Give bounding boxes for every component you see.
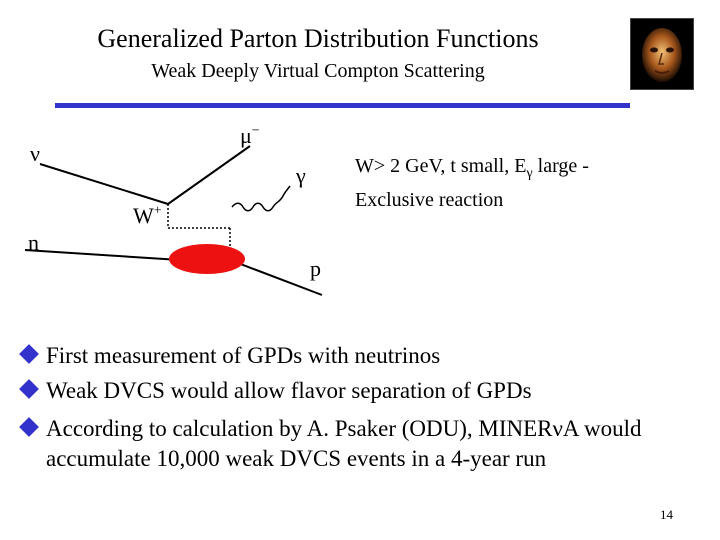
diamond-bullet-icon	[19, 344, 39, 364]
w-boson-symbol: W	[133, 203, 154, 228]
neutron-line	[25, 250, 180, 260]
slide-title: Generalized Parton Distribution Functions	[97, 24, 539, 53]
note-line1-suffix: large -	[532, 155, 589, 177]
hadron-blob	[169, 244, 245, 274]
neutron-label: n	[28, 230, 39, 255]
proton-label: p	[310, 256, 321, 281]
muon-line	[168, 146, 250, 204]
feynman-diagram	[0, 110, 360, 305]
title-divider	[55, 103, 630, 108]
photon-label: γ	[296, 163, 306, 188]
face-photo-logo	[630, 18, 694, 90]
bullet-text: First measurement of GPDs with neutrinos	[46, 343, 441, 368]
kinematics-note	[355, 153, 589, 213]
bullet-text: Weak DVCS would allow flavor separation of GPDs	[46, 378, 532, 403]
proton-line	[230, 260, 322, 295]
bullet-item	[20, 376, 710, 406]
bullet-item	[20, 414, 710, 474]
diamond-bullet-icon	[19, 379, 39, 399]
w-boson-label	[133, 203, 162, 229]
neutrino-line	[40, 164, 168, 204]
note-line1-subscript: γ	[526, 166, 533, 181]
photon-wavy-line	[232, 186, 290, 211]
diamond-bullet-icon	[19, 417, 39, 437]
muon-charge: −	[251, 123, 260, 139]
muon-symbol: μ	[240, 123, 252, 148]
face-logo-icon	[631, 19, 693, 89]
note-line1-prefix: W> 2 GeV, t small, E	[355, 155, 527, 177]
kinematics-note-line2: Exclusive reaction	[355, 189, 504, 211]
muon-label	[240, 123, 260, 149]
w-boson-charge: +	[153, 203, 162, 219]
neutrino-label: ν	[30, 141, 40, 166]
kinematics-note-line1	[355, 153, 589, 187]
page-number: 14	[660, 507, 673, 522]
bullet-text: According to calculation by A. Psaker (ODU), MINERνA would accumulate 10,000 weak DVCS events in a 4-year run	[46, 416, 642, 471]
bullet-item	[20, 341, 710, 371]
slide-subtitle: Weak Deeply Virtual Compton Scattering	[151, 60, 485, 82]
